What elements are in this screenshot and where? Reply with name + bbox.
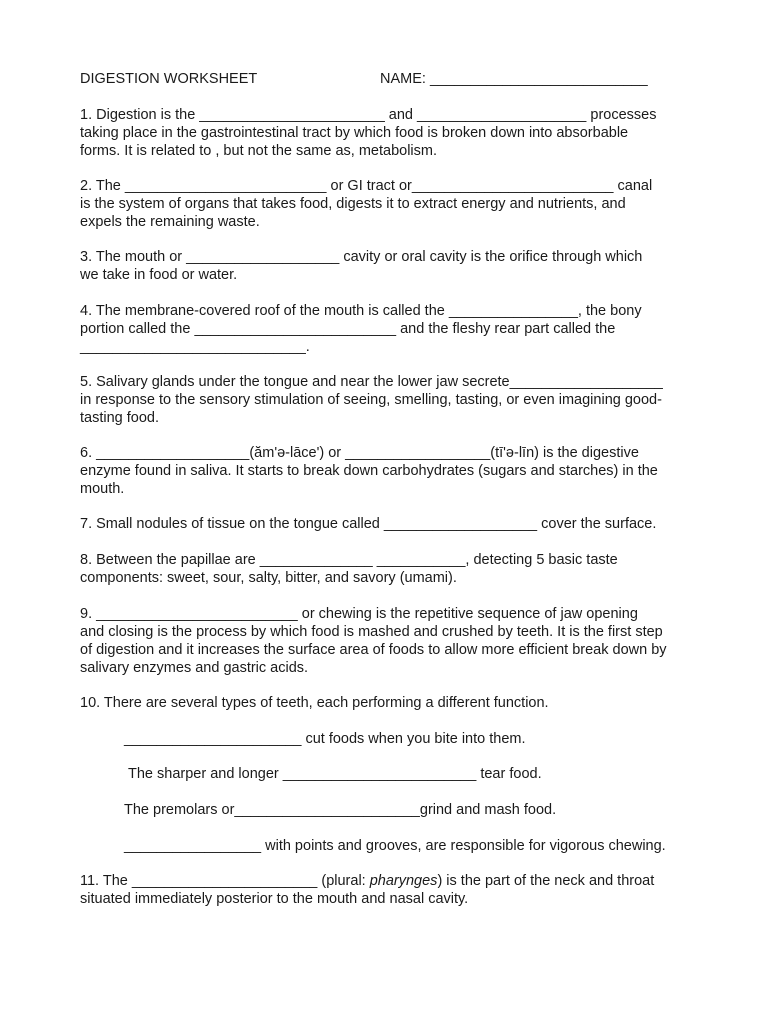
question-line: of digestion and it increases the surface area of foods to allow more efficient break down by	[80, 642, 667, 658]
question-line: 4. The membrane-covered roof of the mouth is called the ________________, the bony	[80, 303, 642, 319]
question-line: mouth.	[80, 481, 125, 497]
question-line: 3. The mouth or ___________________ cavity or oral cavity is the orifice through which	[80, 249, 643, 265]
question-7	[80, 515, 696, 533]
question-line: components: sweet, sour, salty, bitter, and savory (umami).	[80, 570, 457, 586]
question-line: salivary enzymes and gastric acids.	[80, 660, 309, 676]
question-line: 2. The _________________________ or GI tract or_________________________ canal	[80, 178, 653, 194]
teeth-item-incisors: ______________________ cut foods when you bite into them.	[124, 731, 526, 747]
question-9	[80, 605, 696, 677]
question-line: is the system of organs that takes food, digests it to extract energy and nutrients, and	[80, 196, 626, 212]
q11-text-pre: 11. The _______________________ (plural:	[80, 873, 370, 889]
question-line: 7. Small nodules of tissue on the tongue called ___________________ cover the surface.	[80, 516, 657, 532]
question-6	[80, 444, 696, 498]
teeth-item-premolars: The premolars or_______________________grind and mash food.	[124, 802, 557, 818]
question-line: and closing is the process by which food is mashed and crushed by teeth. It is the first step	[80, 624, 663, 640]
name-field	[380, 70, 648, 88]
q11-text-post: ) is the part of the neck and throat	[437, 873, 655, 889]
question-line: enzyme found in saliva. It starts to break down carbohydrates (sugars and starches) in the	[80, 463, 658, 479]
question-line: 8. Between the papillae are ______________ ___________, detecting 5 basic taste	[80, 552, 618, 568]
question-line: 9. _________________________ or chewing is the repetitive sequence of jaw opening	[80, 606, 638, 622]
question-line: forms. It is related to , but not the same as, metabolism.	[80, 143, 438, 159]
question-5	[80, 373, 696, 427]
question-4	[80, 302, 696, 356]
question-line: 5. Salivary glands under the tongue and near the lower jaw secrete___________________	[80, 374, 663, 390]
question-line: 6. ___________________(ăm'ə-lāce') or __________________(tī'ə-līn) is the digestive	[80, 445, 639, 461]
question-3	[80, 248, 696, 284]
question-2	[80, 177, 696, 231]
q11-italic-term: pharynges	[369, 873, 438, 889]
question-line: situated immediately posterior to the mouth and nasal cavity.	[80, 891, 469, 907]
teeth-item-canines: The sharper and longer ________________________ tear food.	[128, 766, 542, 782]
worksheet-header	[80, 70, 748, 88]
question-line: portion called the _________________________ and the fleshy rear part called the	[80, 321, 616, 337]
question-line	[80, 872, 696, 890]
question-line: 1. Digestion is the _______________________ and _____________________ processes	[80, 107, 657, 123]
worksheet-title: DIGESTION WORKSHEET	[80, 71, 258, 87]
name-blank: ___________________________	[429, 71, 648, 87]
question-10	[80, 694, 696, 712]
teeth-item-molars: _________________ with points and grooves, are responsible for vigorous chewing.	[124, 838, 666, 854]
name-label: NAME:	[380, 71, 426, 87]
question-1	[80, 106, 696, 160]
question-line: 10. There are several types of teeth, each performing a different function.	[80, 695, 549, 711]
question-line: taking place in the gastrointestinal tract by which food is broken down into absorbable	[80, 125, 629, 141]
question-8	[80, 551, 696, 587]
question-line: we take in food or water.	[80, 267, 238, 283]
question-11	[80, 872, 696, 908]
question-line: tasting food.	[80, 410, 159, 426]
question-line: ____________________________.	[80, 339, 310, 355]
question-line: expels the remaining waste.	[80, 214, 260, 230]
question-line: in response to the sensory stimulation of seeing, smelling, tasting, or even imagining good-	[80, 392, 662, 408]
